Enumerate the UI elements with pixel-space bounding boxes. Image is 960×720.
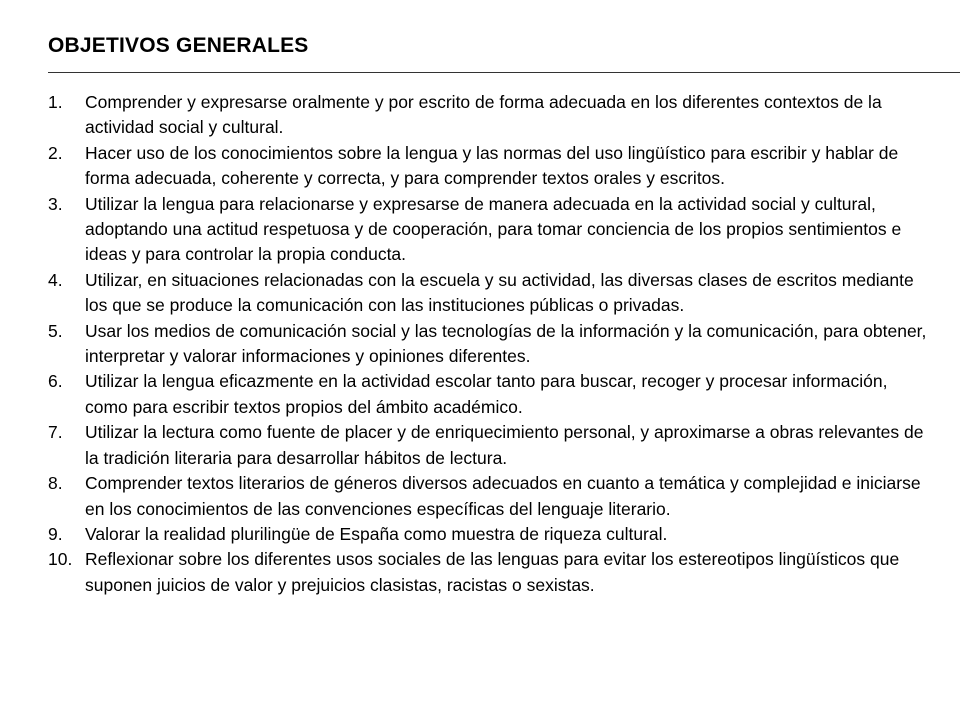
list-item-text: Comprender textos literarios de géneros diversos adecuados en cuanto a temática y complejidad e iniciarse en los conocimientos de las convenciones específicas del lenguaje literario. xyxy=(85,473,921,519)
list-item-number: 7. xyxy=(48,422,63,443)
list-item-text: Utilizar la lengua eficazmente en la actividad escolar tanto para buscar, recoger y procesar información, como para escribir textos propios del ámbito académico. xyxy=(85,371,888,417)
list-item xyxy=(48,369,928,420)
list-item xyxy=(48,471,928,522)
list-item-number: 10. xyxy=(48,549,73,570)
list-item-number: 5. xyxy=(48,320,63,341)
list-item xyxy=(48,141,928,192)
list-item-text: Utilizar la lengua para relacionarse y expresarse de manera adecuada en la actividad social y cultural, adoptando una actitud respetuosa y de cooperación, para tomar conciencia de los propios sentimientos e ideas y para controlar la propia conducta. xyxy=(85,193,902,265)
list-item-text: Valorar la realidad plurilingüe de España como muestra de riqueza cultural. xyxy=(85,523,668,544)
page-title: OBJETIVOS GENERALES xyxy=(48,34,309,57)
list-item xyxy=(48,420,928,471)
list-item xyxy=(48,268,928,319)
list-item-text: Comprender y expresarse oralmente y por escrito de forma adecuada en los diferentes contextos de la actividad social y cultural. xyxy=(85,92,882,138)
list-item-number: 6. xyxy=(48,371,63,392)
list-item-number: 3. xyxy=(48,193,63,214)
list-item-number: 9. xyxy=(48,523,63,544)
list-item-text: Usar los medios de comunicación social y las tecnologías de la información y la comunicación, para obtener, interpretar y valorar informaciones y opiniones diferentes. xyxy=(85,320,927,367)
list-item xyxy=(48,547,928,598)
title-divider xyxy=(48,72,960,73)
list-item xyxy=(48,319,928,370)
list-item xyxy=(48,522,928,547)
list-item-text: Utilizar, en situaciones relacionadas con la escuela y su actividad, las diversas clases de escritos mediante los que se produce la comunicación con las instituciones públicas o privadas. xyxy=(85,269,914,316)
list-item-number: 2. xyxy=(48,142,63,163)
list-item-text: Reflexionar sobre los diferentes usos sociales de las lenguas para evitar los estereotipos lingüísticos que suponen juicios de valor y prejuicios clasistas, racistas o sexistas. xyxy=(85,549,900,595)
list-item-text: Hacer uso de los conocimientos sobre la lengua y las normas del uso lingüístico para escribir y hablar de forma adecuada, coherente y correcta, y para comprender textos orales y escritos. xyxy=(85,142,899,189)
list-item xyxy=(48,90,928,141)
list-item-number: 8. xyxy=(48,473,63,494)
list-item-number: 4. xyxy=(48,269,63,290)
list-item-number: 1. xyxy=(48,92,63,112)
objectives-list xyxy=(48,90,928,598)
list-item xyxy=(48,192,928,268)
list-item-text: Utilizar la lectura como fuente de placer y de enriquecimiento personal, y aproximarse a obras relevantes de la tradición literaria para desarrollar hábitos de lectura. xyxy=(85,422,924,468)
